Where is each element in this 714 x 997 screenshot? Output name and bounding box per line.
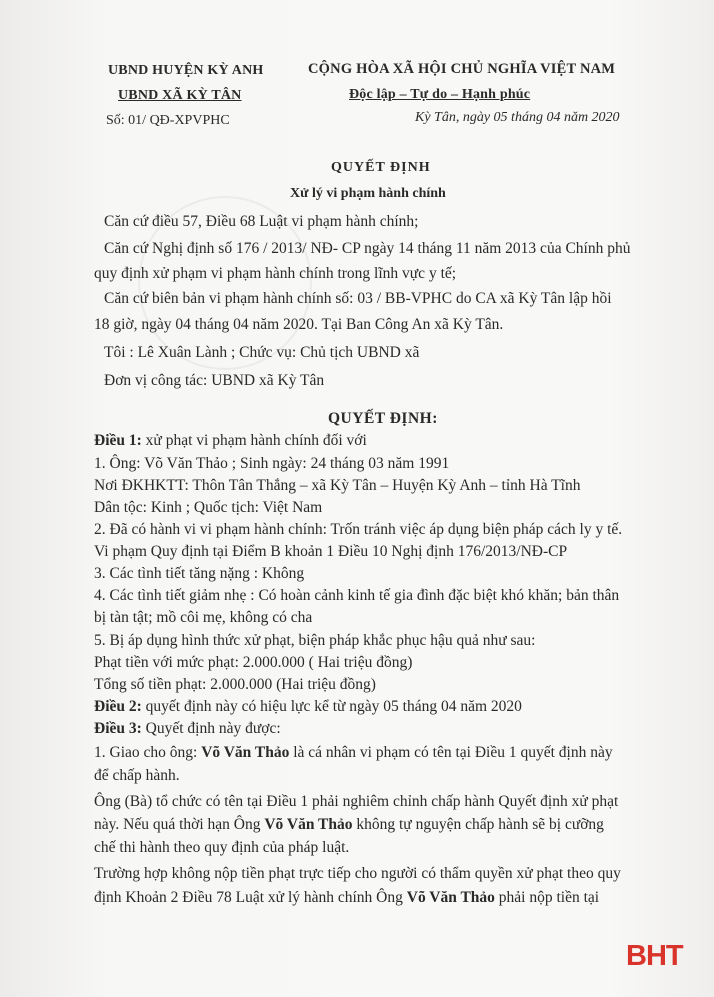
text-segment: định Khoản 2 Điều 78 Luật xử lý hành chính Ông (94, 889, 407, 906)
violator-name: Võ Văn Thảo (406, 889, 495, 906)
article-2-label: Điều 2: (94, 698, 142, 715)
preamble-line: 18 giờ, ngày 04 tháng 04 năm 2020. Tại Ban Công An xã Kỳ Tân. (94, 316, 504, 333)
org-line-1: UBND HUYỆN KỲ ANH (108, 63, 264, 78)
text-segment: 1. Giao cho ông: (94, 744, 202, 761)
decision-heading: QUYẾT ĐỊNH: (328, 410, 438, 427)
article-1-text: xử phạt vi phạm hành chính đối với (141, 432, 367, 449)
article-2 (94, 698, 522, 716)
article-1-line: Tổng số tiền phạt: 2.000.000 (Hai triệu đồng) (94, 676, 376, 693)
article-3-line (94, 889, 599, 907)
preamble-line: Tôi : Lê Xuân Lành ; Chức vụ: Chủ tịch UBND xã (104, 344, 420, 361)
article-1-line: 5. Bị áp dụng hình thức xử phạt, biện pháp khắc phục hậu quả như sau: (94, 632, 536, 649)
article-3-text: Quyết định này được: (141, 720, 281, 737)
article-3-label: Điều 3: (94, 720, 142, 737)
date-place: Kỳ Tân, ngày 05 tháng 04 năm 2020 (415, 110, 620, 125)
document-title: QUYẾT ĐỊNH (331, 160, 431, 175)
preamble-line: Căn cứ điều 57, Điều 68 Luật vi phạm hành chính; (104, 213, 419, 230)
document-subtitle: Xử lý vi phạm hành chính (290, 186, 446, 201)
nation-title: CỘNG HÒA XÃ HỘI CHỦ NGHĨA VIỆT NAM (308, 61, 616, 77)
violator-name: Võ Văn Thảo (201, 744, 290, 761)
article-1-line: Nơi ĐKHKTT: Thôn Tân Thắng – xã Kỳ Tân – Huyện Kỳ Anh – tỉnh Hà Tĩnh (94, 477, 581, 494)
article-1-line: bị tàn tật; mồ côi mẹ, không có cha (94, 609, 313, 626)
text-segment: là cá nhân vi phạm có tên tại Điều 1 quyết định này (289, 744, 613, 761)
article-1-line: 4. Các tình tiết giảm nhẹ : Có hoàn cảnh kinh tế gia đình đặc biệt khó khăn; bản thân (94, 587, 620, 604)
preamble-line: Đơn vị công tác: UBND xã Kỳ Tân (104, 372, 325, 389)
article-1-line: 1. Ông: Võ Văn Thảo ; Sinh ngày: 24 tháng 03 năm 1991 (94, 455, 450, 472)
article-1-label: Điều 1: (94, 432, 142, 449)
text-segment: phải nộp tiền tại (494, 889, 600, 906)
preamble-line: Căn cứ biên bản vi phạm hành chính số: 03 / BB-VPHC do CA xã Kỳ Tân lập hồi (104, 290, 612, 307)
article-1-line: 2. Đã có hành vi vi phạm hành chính: Trốn tránh việc áp dụng biện pháp cách ly y tế. (94, 521, 623, 538)
article-3-heading (94, 720, 281, 738)
bht-logo: BHT (626, 940, 683, 972)
article-3-line: để chấp hành. (94, 767, 180, 784)
article-2-text: quyết định này có hiệu lực kể từ ngày 05 tháng 04 năm 2020 (141, 698, 522, 715)
article-1-line: Dân tộc: Kinh ; Quốc tịch: Việt Nam (94, 499, 323, 516)
article-3-line: chế thi hành theo quy định của pháp luật. (94, 839, 350, 856)
violator-name: Võ Văn Thảo (264, 816, 353, 833)
article-3-line: Trường hợp không nộp tiền phạt trực tiếp cho người có thẩm quyền xử phạt theo quy (94, 865, 621, 882)
preamble-line: quy định xử phạm vi phạm hành chính trong lĩnh vực y tế; (94, 265, 457, 282)
article-1-line: Phạt tiền với mức phạt: 2.000.000 ( Hai triệu đồng) (94, 654, 413, 671)
article-3-line (94, 744, 613, 762)
article-1-heading (94, 432, 367, 450)
article-1-line: 3. Các tình tiết tăng nặng : Không (94, 565, 305, 582)
article-1-line: Vi phạm Quy định tại Điểm B khoản 1 Điều 10 Nghị định 176/2013/NĐ-CP (94, 543, 568, 560)
national-motto: Độc lập – Tự do – Hạnh phúc (349, 87, 531, 102)
preamble-line: Căn cứ Nghị định số 176 / 2013/ NĐ- CP ngày 14 tháng 11 năm 2013 của Chính phủ (104, 240, 631, 257)
article-3-line: Ông (Bà) tổ chức có tên tại Điều 1 phải nghiêm chỉnh chấp hành Quyết định xử phạt (94, 793, 619, 810)
org-line-2: UBND XÃ KỲ TÂN (118, 88, 242, 103)
document-number: Số: 01/ QĐ-XPVPHC (106, 113, 230, 128)
article-3-line (94, 816, 604, 834)
text-segment: này. Nếu quá thời hạn Ông (94, 816, 265, 833)
text-segment: không tự nguyện chấp hành sẽ bị cưỡng (352, 816, 604, 833)
